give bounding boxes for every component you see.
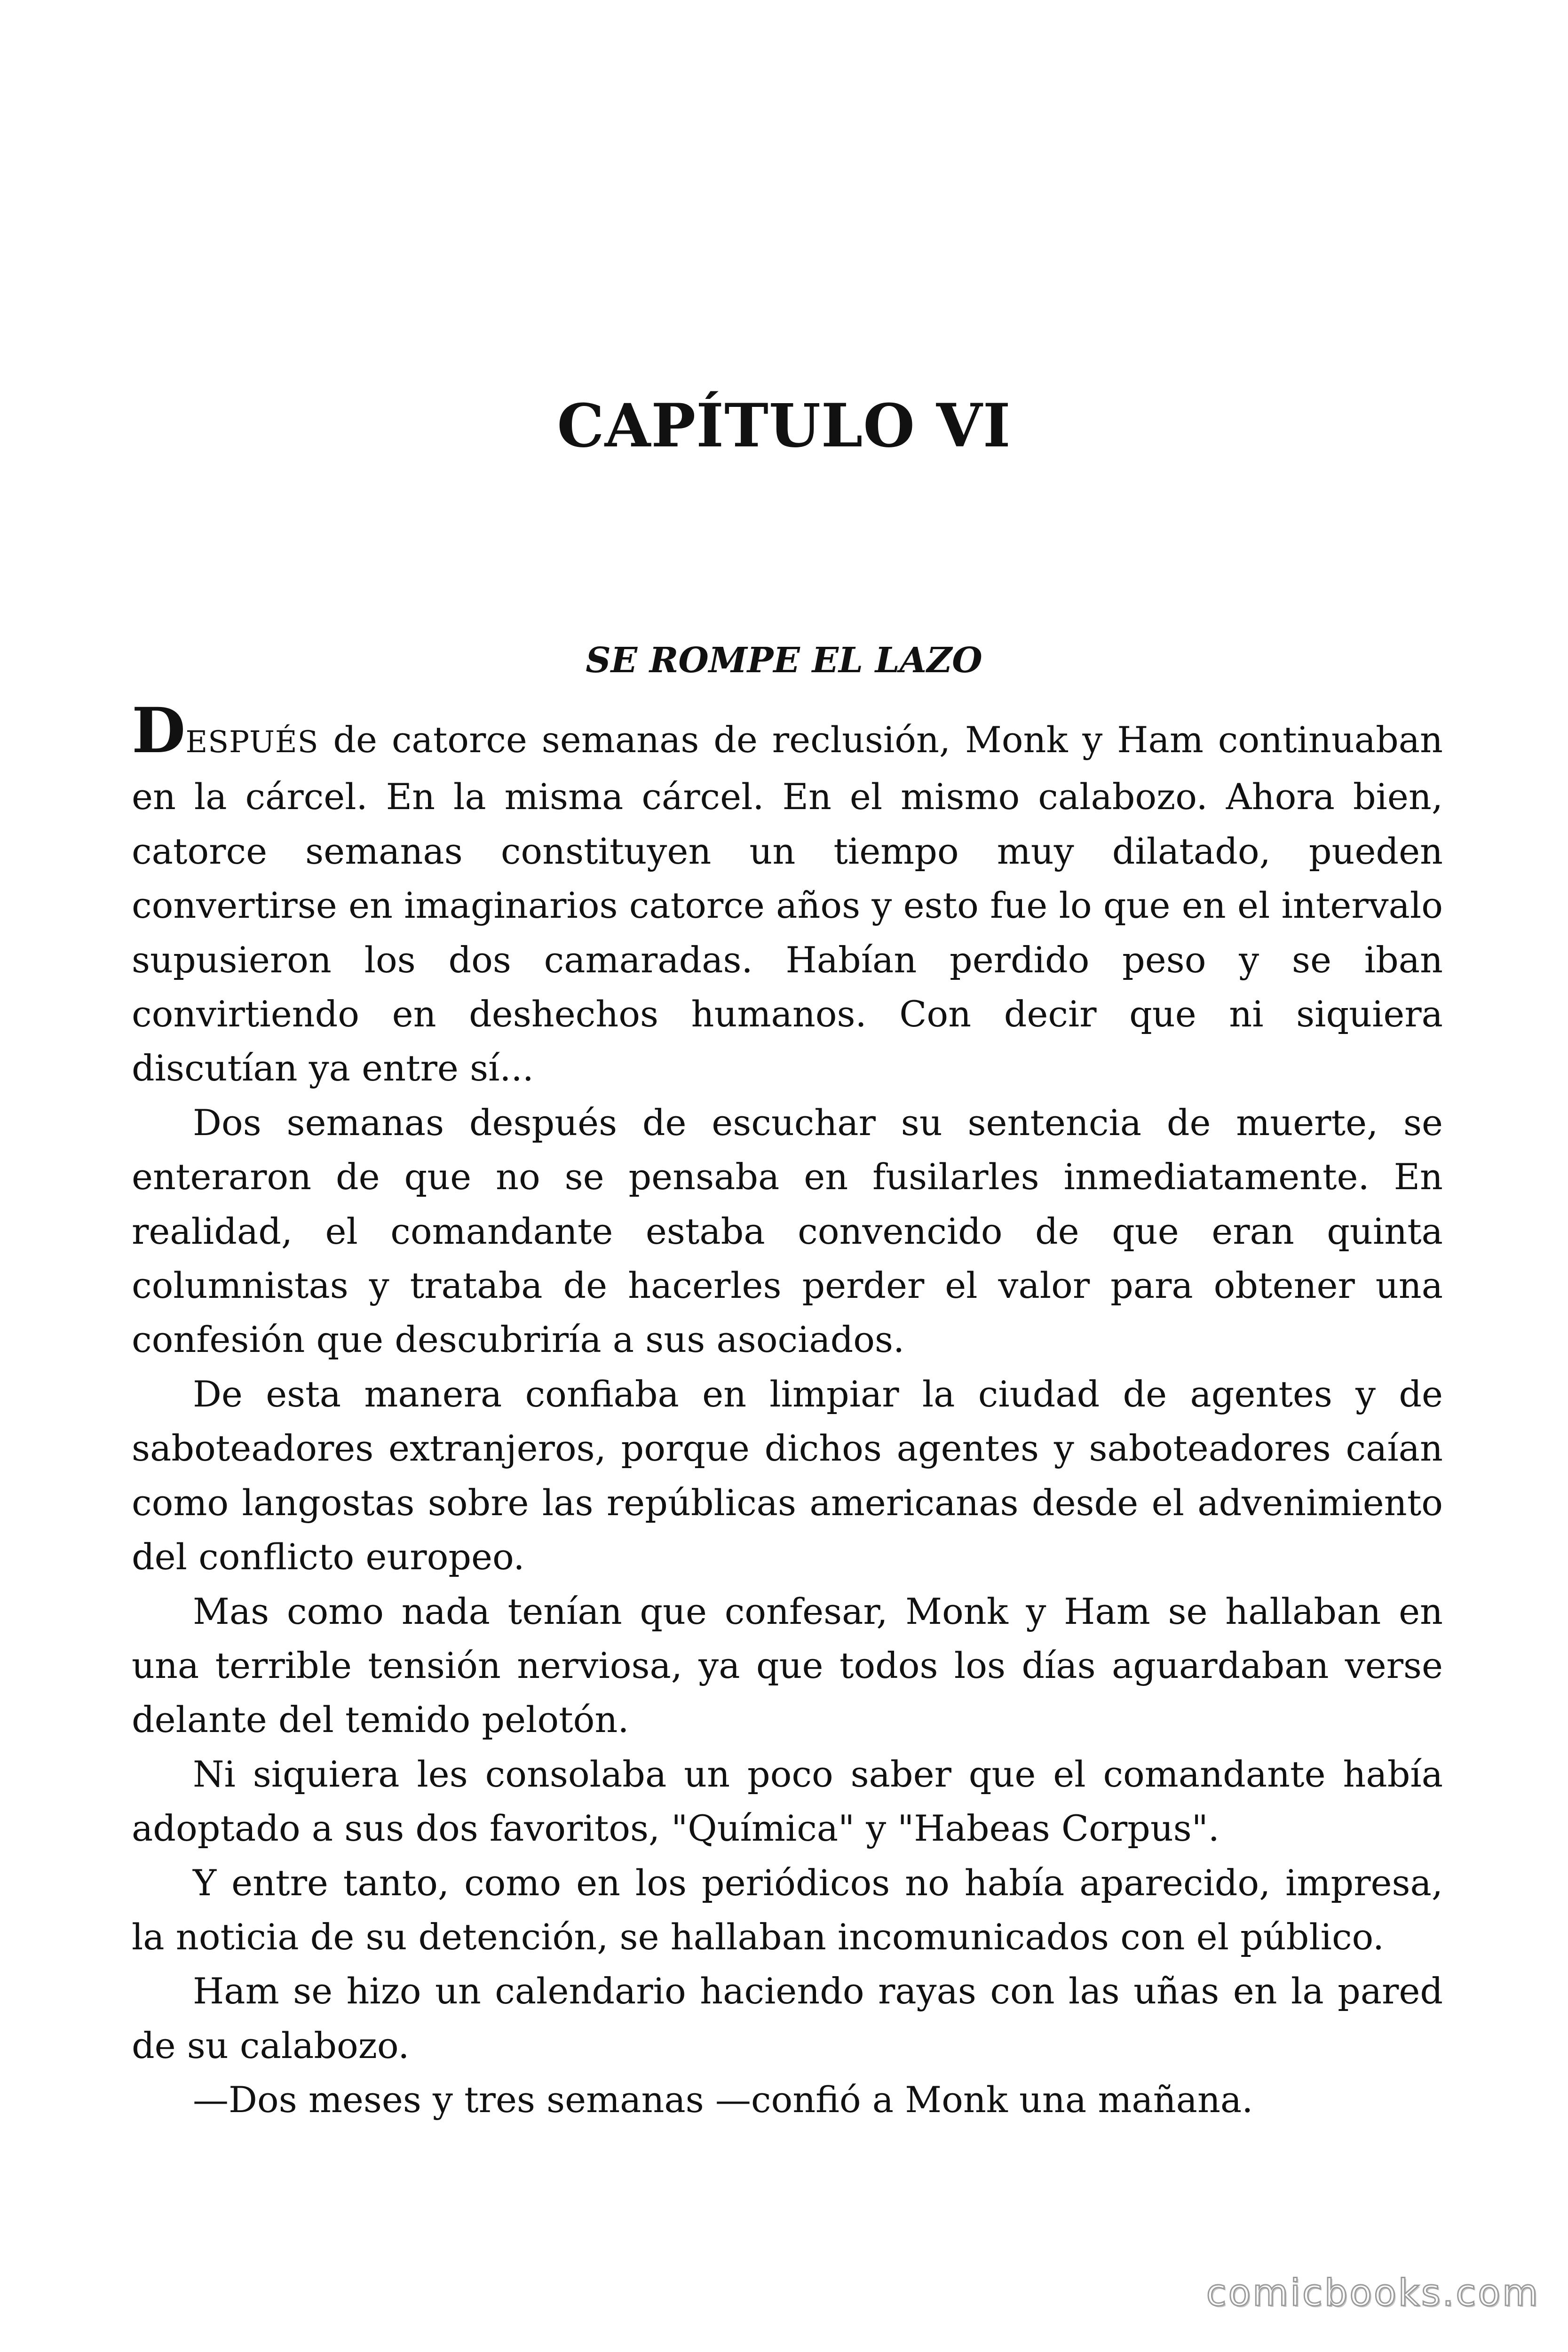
- paragraph-6: Y entre tanto, como en los periódicos no había aparecido, impresa, la noticia de su detención, se hallaban incomunicados con el público.: [132, 1861, 1443, 1958]
- paragraph-8: —Dos meses y tres semanas —confió a Monk una mañana.: [193, 2079, 1253, 2121]
- paragraph-7: Ham se hizo un calendario haciendo rayas con las uñas en la pared de su calabozo.: [132, 1970, 1443, 2066]
- drop-cap: D: [132, 694, 186, 767]
- paragraph-2: Dos semanas después de escuchar su sentencia de muerte, se enteraron de que no se pensaba en fusilarles inmediatamente. En realidad, el comandante estaba convencido de que eran quinta columnistas y trataba de hacerles perder el valor para obtener una confesión que descubriría a sus asociados.: [132, 1101, 1443, 1361]
- paragraph-3: De esta manera confiaba en limpiar la ciudad de agentes y de saboteadores extranjeros, porque dichos agentes y saboteadores caían como langostas sobre las repúblicas americanas desde el advenimiento del conflicto europeo.: [132, 1373, 1443, 1578]
- paragraph-5: Ni siquiera les consolaba un poco saber que el comandante había adoptado a sus dos favoritos, "Química" y "Habeas Corpus".: [132, 1753, 1443, 1850]
- chapter-subtitle: SE ROMPE EL LAZO: [586, 640, 982, 681]
- body-text: [132, 694, 1443, 2127]
- paragraph-4: Mas como nada tenían que confesar, Monk y Ham se hallaban en una terrible tensión nerviosa, ya que todos los días aguardaban verse delante del temido pelotón.: [132, 1590, 1443, 1741]
- watermark-text: comicbooks.com: [1206, 2272, 1540, 2314]
- paragraph-1: [132, 694, 1443, 1096]
- small-caps-word: ESPUÉS: [185, 725, 319, 760]
- chapter-title: CAPÍTULO VI: [557, 391, 1011, 461]
- paragraph-1-text: de catorce semanas de reclusión, Monk y Ham continuaban en la cárcel. En la misma cárcel. En el mismo calabozo. Ahora bien, catorce semanas constituyen un tiempo muy dilatado, pueden convertirse en imaginarios catorce años y esto fue lo que en el intervalo supusieron los dos camaradas. Habían perdido peso y se iban convirtiendo en deshechos humanos. Con decir que ni siquiera discutían ya entre sí...: [132, 719, 1443, 1089]
